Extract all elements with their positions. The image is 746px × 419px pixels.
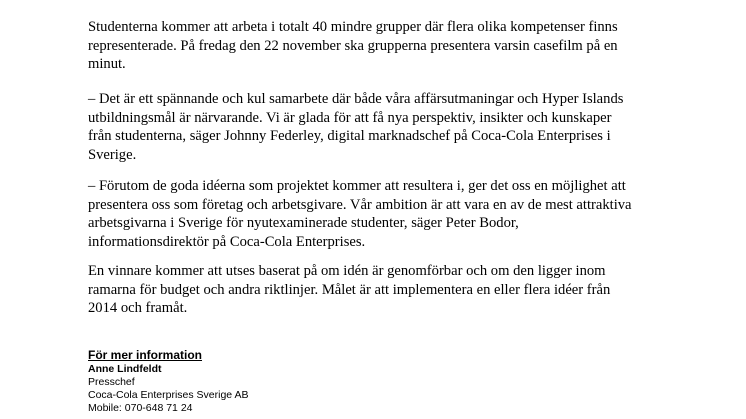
text-line: En vinnare kommer att utses baserat på om idén är genomförbar och om den ligger inom xyxy=(88,263,606,279)
text-line: arbetsgivarna i Sverige för nyutexaminerade studenter, säger Peter Bodor, xyxy=(88,215,519,231)
contact-company: Coca-Cola Enterprises Sverige AB xyxy=(88,389,249,401)
text-line: representerade. På fredag den 22 november ska grupperna presentera varsin casefilm på en xyxy=(88,37,618,54)
paragraph-bodor-quote xyxy=(88,177,688,251)
text-line: utbildningsmål är närvarande. Vi är glada för att få nya perspektiv, insikter och kunskaper xyxy=(88,109,612,126)
text-line: presentera oss som företag och arbetsgivare. Vår ambition är att vara en av de mest attraktiva xyxy=(88,196,632,213)
text-line: ramarna för budget och andra riktlinjer. Målet är att implementera en eller flera idéer från xyxy=(88,281,611,298)
text-line: Sverige. xyxy=(88,146,137,163)
text-line: från studenterna, säger Johnny Federley, digital marknadschef på Coca-Cola Enterprises i xyxy=(88,128,611,144)
contact-mobile: Mobile: 070-648 71 24 xyxy=(88,402,193,414)
text-line: – Förutom de goda idéerna som projektet kommer att resultera i, ger det oss en möjlighet att xyxy=(88,178,626,194)
text-line: minut. xyxy=(88,56,126,72)
paragraph-student-groups xyxy=(88,18,688,74)
contact-name: Anne Lindfeldt xyxy=(88,363,162,375)
paragraph-winner xyxy=(88,262,688,318)
contact-heading: För mer information xyxy=(88,348,203,362)
paragraph-federley-quote xyxy=(88,90,688,164)
text-line: informationsdirektör på Coca-Cola Enterprises. xyxy=(88,233,366,250)
contact-title: Presschef xyxy=(88,376,135,388)
contact-block xyxy=(88,348,488,415)
text-line: 2014 och framåt. xyxy=(88,300,188,316)
text-line: Studenterna kommer att arbeta i totalt 40 mindre grupper där flera olika kompetenser finns xyxy=(88,19,618,35)
text-line: – Det är ett spännande och kul samarbete där både våra affärsutmaningar och Hyper Islands xyxy=(88,91,624,107)
